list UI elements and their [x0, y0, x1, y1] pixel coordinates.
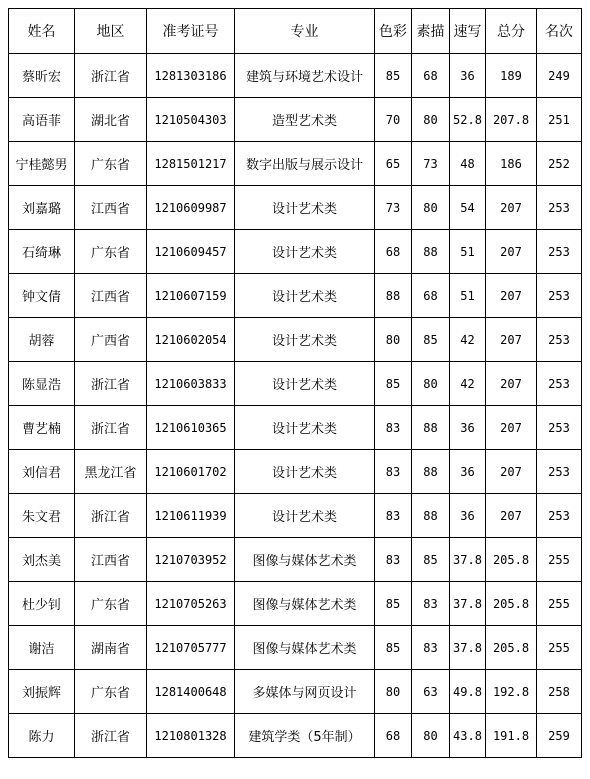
cell-sketch-score: 80	[412, 714, 450, 758]
cell-region: 广东省	[75, 230, 147, 274]
cell-name: 钟文倩	[9, 274, 75, 318]
cell-exam-id: 1210703952	[147, 538, 235, 582]
cell-region: 黑龙江省	[75, 450, 147, 494]
cell-sketch-score: 88	[412, 494, 450, 538]
cell-major: 设计艺术类	[235, 230, 375, 274]
cell-exam-id: 1210611939	[147, 494, 235, 538]
cell-quick-sketch-score: 36	[450, 406, 486, 450]
cell-sketch-score: 80	[412, 98, 450, 142]
cell-major: 图像与媒体艺术类	[235, 626, 375, 670]
table-row	[9, 362, 582, 406]
cell-name: 杜少钊	[9, 582, 75, 626]
cell-rank: 255	[537, 582, 582, 626]
header-quick-sketch: 速写	[450, 9, 486, 54]
table-row	[9, 450, 582, 494]
cell-major: 数字出版与展示设计	[235, 142, 375, 186]
cell-exam-id: 1210609987	[147, 186, 235, 230]
cell-region: 浙江省	[75, 406, 147, 450]
cell-color-score: 83	[375, 406, 412, 450]
cell-region: 江西省	[75, 538, 147, 582]
cell-sketch-score: 73	[412, 142, 450, 186]
header-total: 总分	[486, 9, 537, 54]
table-row	[9, 494, 582, 538]
cell-exam-id: 1210607159	[147, 274, 235, 318]
cell-color-score: 68	[375, 714, 412, 758]
cell-color-score: 83	[375, 450, 412, 494]
cell-major: 设计艺术类	[235, 318, 375, 362]
table-row	[9, 54, 582, 98]
cell-total-score: 207	[486, 406, 537, 450]
cell-total-score: 192.8	[486, 670, 537, 714]
cell-quick-sketch-score: 49.8	[450, 670, 486, 714]
cell-sketch-score: 63	[412, 670, 450, 714]
cell-name: 刘杰美	[9, 538, 75, 582]
cell-sketch-score: 88	[412, 406, 450, 450]
cell-major: 设计艺术类	[235, 494, 375, 538]
cell-total-score: 207	[486, 450, 537, 494]
cell-rank: 253	[537, 318, 582, 362]
cell-color-score: 83	[375, 538, 412, 582]
cell-rank: 258	[537, 670, 582, 714]
cell-total-score: 189	[486, 54, 537, 98]
cell-region: 江西省	[75, 274, 147, 318]
cell-quick-sketch-score: 37.8	[450, 582, 486, 626]
cell-rank: 253	[537, 274, 582, 318]
cell-name: 刘信君	[9, 450, 75, 494]
cell-name: 刘振辉	[9, 670, 75, 714]
table-row	[9, 230, 582, 274]
header-sketch: 素描	[412, 9, 450, 54]
cell-region: 浙江省	[75, 714, 147, 758]
cell-total-score: 205.8	[486, 538, 537, 582]
cell-region: 浙江省	[75, 362, 147, 406]
cell-name: 刘嘉璐	[9, 186, 75, 230]
cell-name: 谢洁	[9, 626, 75, 670]
cell-region: 广东省	[75, 582, 147, 626]
cell-quick-sketch-score: 36	[450, 54, 486, 98]
cell-color-score: 68	[375, 230, 412, 274]
cell-color-score: 80	[375, 670, 412, 714]
cell-quick-sketch-score: 52.8	[450, 98, 486, 142]
table-row	[9, 98, 582, 142]
cell-sketch-score: 80	[412, 186, 450, 230]
table-row	[9, 186, 582, 230]
cell-color-score: 85	[375, 54, 412, 98]
cell-region: 浙江省	[75, 494, 147, 538]
cell-total-score: 186	[486, 142, 537, 186]
cell-region: 广东省	[75, 142, 147, 186]
cell-rank: 259	[537, 714, 582, 758]
cell-quick-sketch-score: 42	[450, 318, 486, 362]
table-row	[9, 142, 582, 186]
cell-region: 湖北省	[75, 98, 147, 142]
cell-exam-id: 1281400648	[147, 670, 235, 714]
cell-rank: 253	[537, 494, 582, 538]
table-row	[9, 538, 582, 582]
cell-rank: 253	[537, 362, 582, 406]
cell-exam-id: 1210610365	[147, 406, 235, 450]
cell-region: 江西省	[75, 186, 147, 230]
cell-sketch-score: 88	[412, 230, 450, 274]
cell-color-score: 73	[375, 186, 412, 230]
cell-exam-id: 1210504303	[147, 98, 235, 142]
cell-major: 设计艺术类	[235, 406, 375, 450]
cell-major: 多媒体与网页设计	[235, 670, 375, 714]
cell-major: 设计艺术类	[235, 362, 375, 406]
table-row	[9, 714, 582, 758]
cell-color-score: 85	[375, 362, 412, 406]
cell-exam-id: 1281501217	[147, 142, 235, 186]
cell-rank: 255	[537, 626, 582, 670]
cell-region: 广东省	[75, 670, 147, 714]
cell-color-score: 70	[375, 98, 412, 142]
cell-total-score: 207	[486, 230, 537, 274]
cell-sketch-score: 68	[412, 54, 450, 98]
cell-quick-sketch-score: 43.8	[450, 714, 486, 758]
cell-quick-sketch-score: 37.8	[450, 538, 486, 582]
cell-total-score: 207	[486, 362, 537, 406]
cell-exam-id: 1210602054	[147, 318, 235, 362]
cell-quick-sketch-score: 51	[450, 230, 486, 274]
cell-quick-sketch-score: 42	[450, 362, 486, 406]
cell-total-score: 207	[486, 494, 537, 538]
cell-region: 湖南省	[75, 626, 147, 670]
cell-major: 设计艺术类	[235, 274, 375, 318]
cell-color-score: 88	[375, 274, 412, 318]
cell-sketch-score: 80	[412, 362, 450, 406]
cell-rank: 252	[537, 142, 582, 186]
cell-sketch-score: 85	[412, 538, 450, 582]
cell-rank: 253	[537, 450, 582, 494]
cell-sketch-score: 88	[412, 450, 450, 494]
cell-rank: 253	[537, 230, 582, 274]
cell-exam-id: 1210601702	[147, 450, 235, 494]
cell-name: 石绮琳	[9, 230, 75, 274]
cell-color-score: 65	[375, 142, 412, 186]
cell-name: 陈显浩	[9, 362, 75, 406]
header-exam-id: 准考证号	[147, 9, 235, 54]
cell-sketch-score: 85	[412, 318, 450, 362]
cell-quick-sketch-score: 37.8	[450, 626, 486, 670]
cell-total-score: 207.8	[486, 98, 537, 142]
cell-name: 高语菲	[9, 98, 75, 142]
cell-major: 造型艺术类	[235, 98, 375, 142]
cell-exam-id: 1210705777	[147, 626, 235, 670]
cell-name: 曹艺楠	[9, 406, 75, 450]
cell-quick-sketch-score: 36	[450, 450, 486, 494]
cell-color-score: 80	[375, 318, 412, 362]
cell-sketch-score: 83	[412, 626, 450, 670]
cell-total-score: 207	[486, 318, 537, 362]
cell-rank: 249	[537, 54, 582, 98]
table-row	[9, 670, 582, 714]
cell-color-score: 85	[375, 626, 412, 670]
cell-total-score: 207	[486, 186, 537, 230]
cell-sketch-score: 83	[412, 582, 450, 626]
cell-quick-sketch-score: 36	[450, 494, 486, 538]
cell-quick-sketch-score: 48	[450, 142, 486, 186]
cell-exam-id: 1210603833	[147, 362, 235, 406]
table-row	[9, 582, 582, 626]
cell-rank: 253	[537, 186, 582, 230]
cell-name: 蔡昕宏	[9, 54, 75, 98]
header-name: 姓名	[9, 9, 75, 54]
cell-major: 设计艺术类	[235, 186, 375, 230]
cell-quick-sketch-score: 54	[450, 186, 486, 230]
header-rank: 名次	[537, 9, 582, 54]
cell-total-score: 207	[486, 274, 537, 318]
header-row	[9, 9, 582, 54]
cell-exam-id: 1281303186	[147, 54, 235, 98]
cell-name: 陈力	[9, 714, 75, 758]
table-row	[9, 274, 582, 318]
cell-region: 浙江省	[75, 54, 147, 98]
cell-rank: 251	[537, 98, 582, 142]
header-major: 专业	[235, 9, 375, 54]
cell-rank: 253	[537, 406, 582, 450]
cell-major: 建筑与环境艺术设计	[235, 54, 375, 98]
cell-total-score: 205.8	[486, 582, 537, 626]
cell-quick-sketch-score: 51	[450, 274, 486, 318]
cell-color-score: 83	[375, 494, 412, 538]
cell-major: 建筑学类（5年制）	[235, 714, 375, 758]
cell-region: 广西省	[75, 318, 147, 362]
cell-name: 胡蓉	[9, 318, 75, 362]
cell-total-score: 205.8	[486, 626, 537, 670]
score-table	[8, 8, 582, 758]
header-region: 地区	[75, 9, 147, 54]
cell-name: 宁桂懿男	[9, 142, 75, 186]
cell-exam-id: 1210705263	[147, 582, 235, 626]
cell-major: 图像与媒体艺术类	[235, 582, 375, 626]
table-row	[9, 406, 582, 450]
cell-major: 设计艺术类	[235, 450, 375, 494]
cell-exam-id: 1210609457	[147, 230, 235, 274]
cell-name: 朱文君	[9, 494, 75, 538]
cell-rank: 255	[537, 538, 582, 582]
cell-sketch-score: 68	[412, 274, 450, 318]
table-row	[9, 626, 582, 670]
cell-exam-id: 1210801328	[147, 714, 235, 758]
cell-total-score: 191.8	[486, 714, 537, 758]
cell-major: 图像与媒体艺术类	[235, 538, 375, 582]
cell-color-score: 85	[375, 582, 412, 626]
header-color: 色彩	[375, 9, 412, 54]
table-row	[9, 318, 582, 362]
